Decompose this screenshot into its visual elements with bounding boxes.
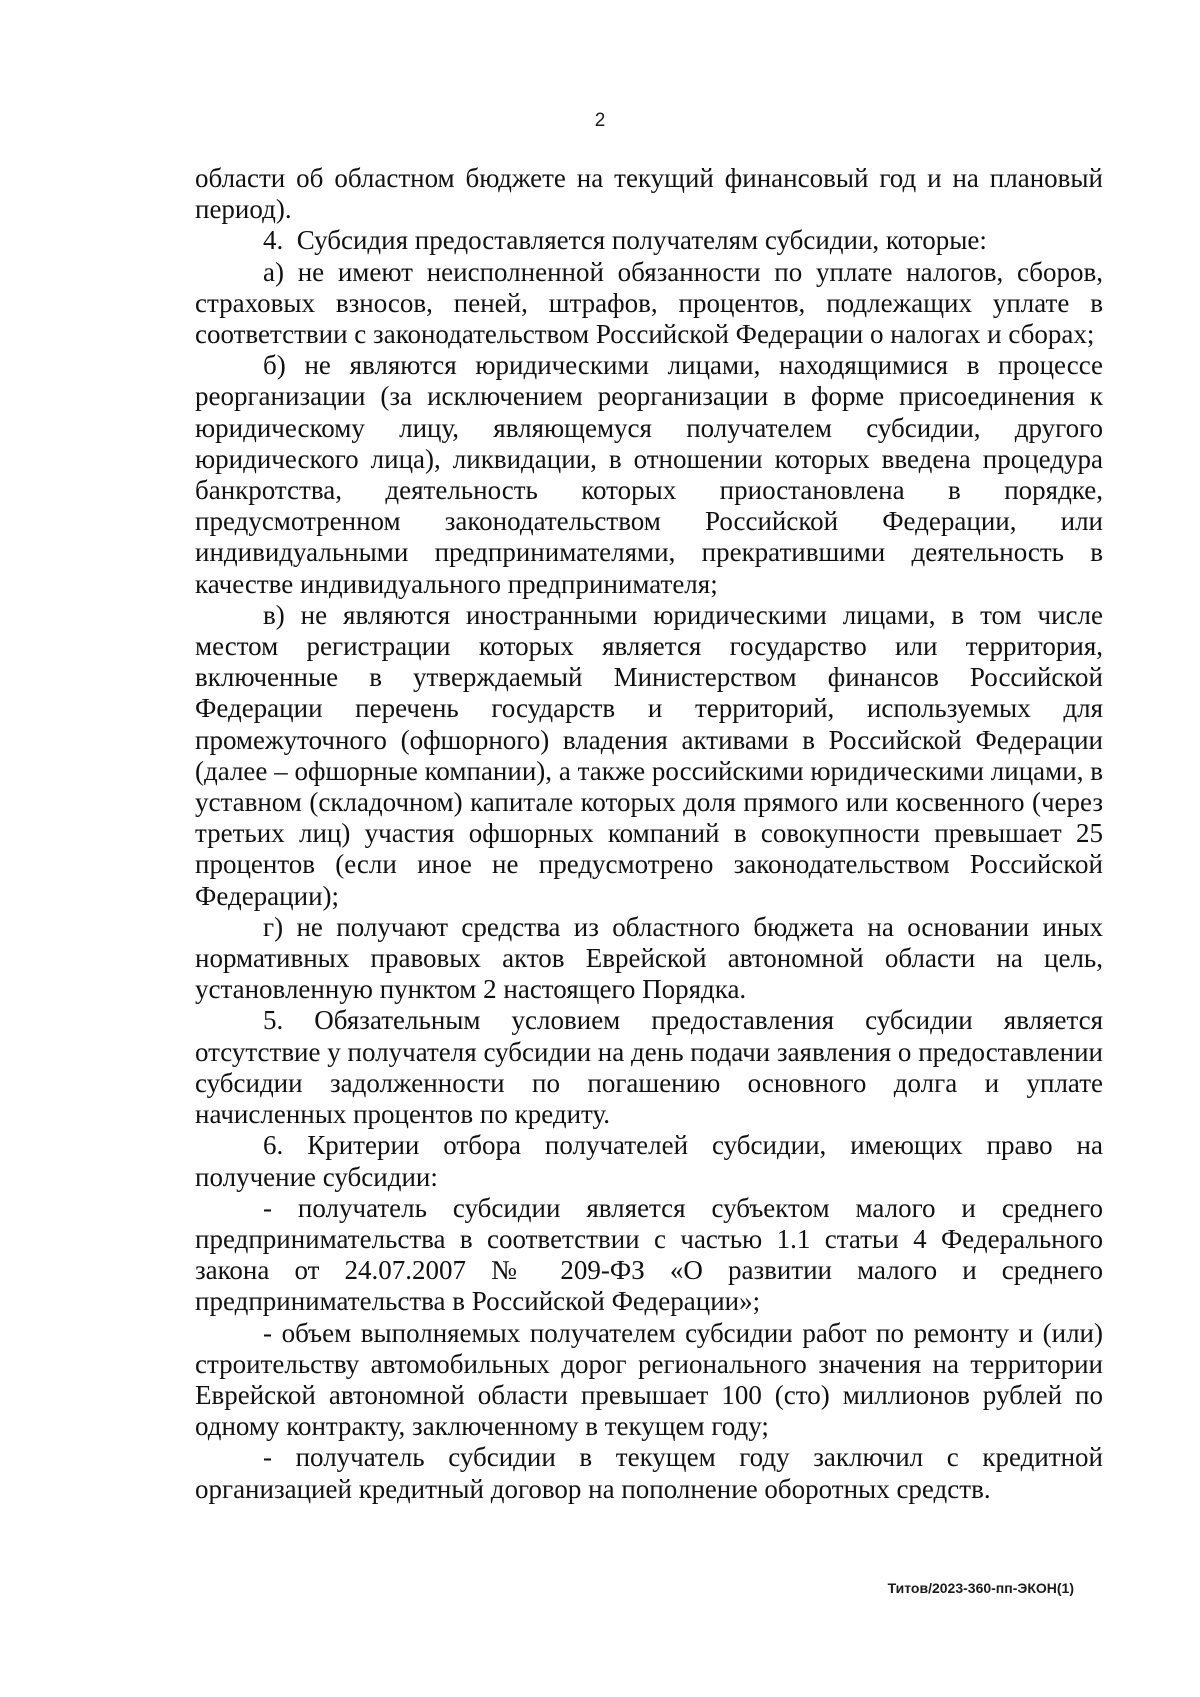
paragraph-criterion-3: - получатель субсидии в текущем году заключил с кредитной организацией кредитный договор на пополнение оборотных средств.	[195, 1442, 1103, 1504]
paragraph-subitem-a: а) не имеют неисполненной обязанности по уплате налогов, сборов, страховых взносов, пеней, штрафов, процентов, подлежащих уплате в соответствии с законодательством Российской Федерации о налогах и сборах;	[195, 256, 1103, 350]
paragraph-item-6: 6. Критерии отбора получателей субсидии, имеющих право на получение субсидии:	[195, 1130, 1103, 1192]
paragraph-criterion-2: - объем выполняемых получателем субсидии работ по ремонту и (или) строительству автомобильных дорог регионального значения на территории Еврейской автономной области превышает 100 (сто) миллионов рублей по одному контракту, заключенному в текущем году;	[195, 1317, 1103, 1442]
paragraph-criterion-1: - получатель субсидии является субъектом малого и среднего предпринимательства в соответствии с частью 1.1 статьи 4 Федерального закона от 24.07.2007 № 209-ФЗ «О развитии малого и среднего предпринимательства в Российской Федерации»;	[195, 1192, 1103, 1317]
paragraph-subitem-b: б) не являются юридическими лицами, находящимися в процессе реорганизации (за исключением реорганизации в форме присоединения к юридическому лицу, являющемуся получателем субсидии, другого юридического лица), ликвидации, в отношении которых введена процедура банкротства, деятельность которых приостановлена в порядке, предусмотренном законодательством Российской Федерации, или индивидуальными предпринимателями, прекратившими деятельность в качестве индивидуального предпринимателя;	[195, 350, 1103, 599]
paragraph-subitem-v: в) не являются иностранными юридическими лицами, в том числе местом регистрации которых является государство или территория, включенные в утверждаемый Министерством финансов Российской Федерации перечень государств и территорий, используемых для промежуточного (офшорного) владения активами в Российской Федерации (далее – офшорные компании), а также российскими юридическими лицами, в уставном (складочном) капитале которых доля прямого или косвенного (через третьих лиц) участия офшорных компаний в совокупности превышает 25 процентов (если иное не предусмотрено законодательством Российской Федерации);	[195, 599, 1103, 911]
paragraph-item-5: 5. Обязательным условием предоставления субсидии является отсутствие у получателя субсидии на день подачи заявления о предоставлении субсидии задолженности по погашению основного долга и уплате начисленных процентов по кредиту.	[195, 1005, 1103, 1130]
paragraph-item-4: 4. Субсидия предоставляется получателям субсидии, которые:	[263, 225, 987, 256]
paragraph-continuation: области об областном бюджете на текущий финансовый год и на плановый период).	[195, 163, 1103, 225]
document-body	[195, 163, 1103, 1505]
paragraph-subitem-g: г) не получают средства из областного бюджета на основании иных нормативных правовых актов Еврейской автономной области на цель, установленную пунктом 2 настоящего Порядка.	[195, 911, 1103, 1005]
page-number: 2	[594, 110, 606, 131]
document-code: Титов/2023-360-пп-ЭКОН(1)	[887, 1580, 1074, 1596]
